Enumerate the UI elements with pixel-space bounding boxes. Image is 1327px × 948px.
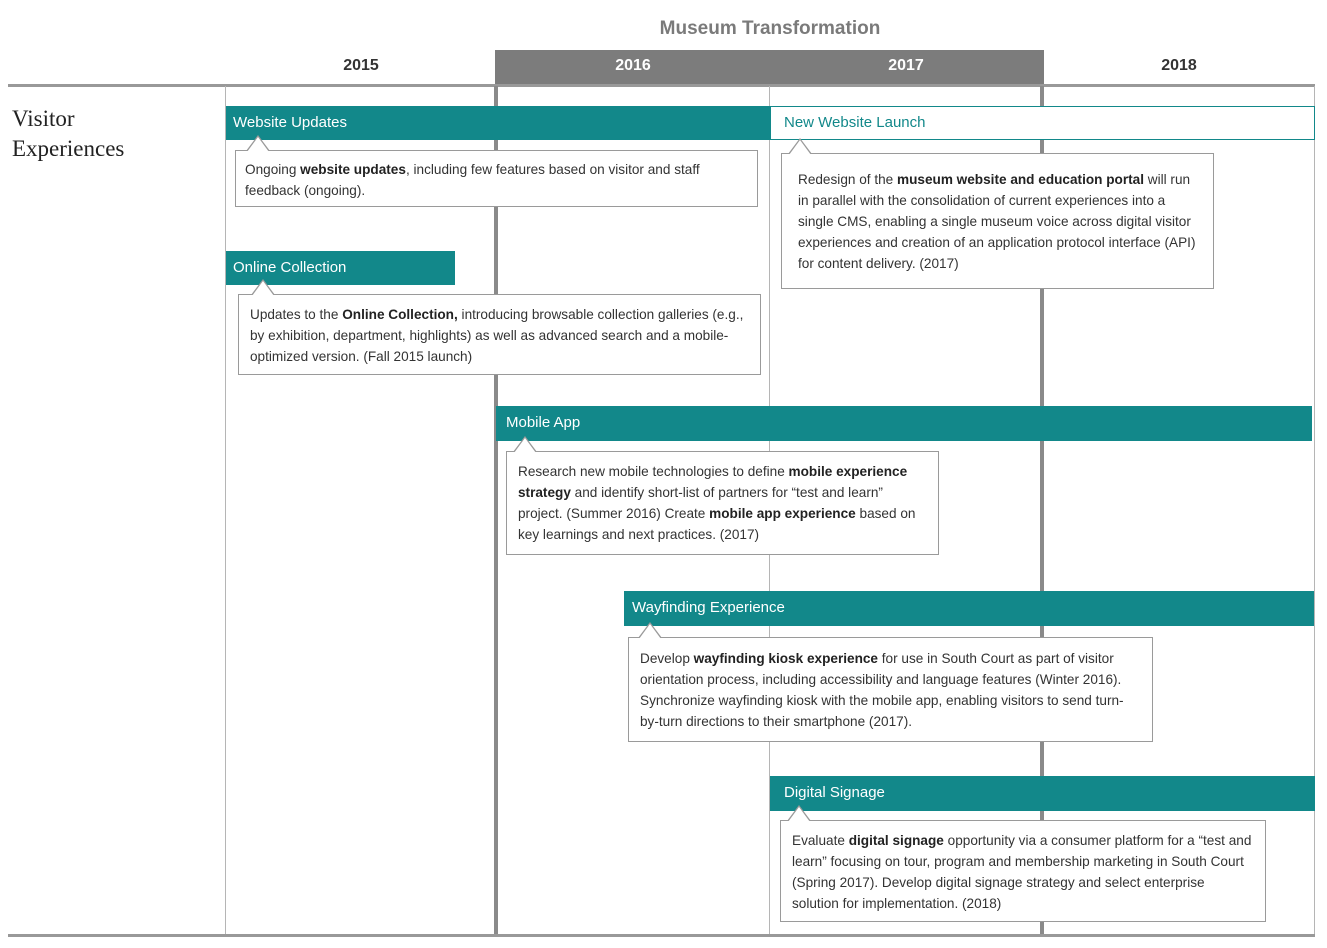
bar-new-website-launch: New Website Launch — [770, 106, 1315, 140]
year-2016: 2016 — [615, 57, 651, 74]
row-label — [12, 104, 124, 164]
gridline-2016-start — [494, 86, 498, 934]
emphasis: museum website and education portal — [897, 172, 1144, 187]
text: Updates to the — [250, 307, 343, 322]
note-digital-signage — [780, 820, 1266, 922]
year-2018: 2018 — [1161, 57, 1197, 74]
bar-mobile-app: Mobile App — [496, 406, 1312, 441]
emphasis: Online Collection, — [342, 307, 458, 322]
text: Develop — [640, 651, 694, 666]
text: will run in parallel with the consolidation of current experiences into a single CMS, enabling a single museum voice across digital visitor experiences and creation of an application protocol interface (API) for content delivery. (2017) — [798, 172, 1196, 271]
row-label-line2: Experiences — [12, 136, 125, 161]
note-online-collection — [238, 294, 761, 375]
text: Redesign of the — [798, 172, 897, 187]
callout-pointer — [788, 807, 810, 822]
text: and identify short-list of partners for “test and learn” project. (Summer 2016) Create — [518, 485, 883, 521]
note-wayfinding-experience — [628, 637, 1153, 742]
bottom-divider — [8, 934, 1315, 937]
bar-online-collection: Online Collection — [226, 251, 455, 285]
row-label-line1: Visitor — [12, 106, 75, 131]
bar-wayfinding-experience: Wayfinding Experience — [624, 591, 1314, 626]
callout-pointer — [789, 140, 811, 155]
callout-pointer — [252, 281, 274, 296]
text: , including few features based on visitor and staff feedback (ongoing). — [245, 162, 700, 198]
text: for use in South Court as part of visitor orientation process, including accessibility and language features (Winter 2016). Synchronize wayfinding kiosk with the mobile app, enabling visitors to send turn-by-turn directions to their smartphone (2017). — [640, 651, 1124, 729]
note-website-updates — [235, 150, 758, 207]
chart-title: Museum Transformation — [659, 18, 881, 39]
text: opportunity via a consumer platform for a “test and learn” focusing on tour, program and membership marketing in South Court (Spring 2017). Develop digital signage strategy and select enterprise solution for implementation. (2018) — [792, 833, 1252, 911]
note-mobile-app — [506, 451, 939, 555]
emphasis: mobile experience strategy — [518, 464, 908, 500]
gridline-2015-start — [225, 86, 226, 934]
emphasis: wayfinding kiosk experience — [693, 651, 878, 666]
emphasis: website updates — [300, 162, 406, 177]
callout-pointer — [639, 624, 661, 639]
text: Evaluate — [792, 833, 849, 848]
callout-pointer — [514, 438, 536, 453]
note-new-website-launch — [781, 153, 1214, 289]
year-2015: 2015 — [343, 57, 379, 74]
bar-website-updates: Website Updates — [226, 106, 770, 140]
text: introducing browsable collection galleries (e.g., by exhibition, department, highlights) as well as advanced search and a mobile-optimized version. (Fall 2015 launch) — [250, 307, 744, 364]
text: Ongoing — [245, 162, 301, 177]
text: based on key learnings and next practices. (2017) — [518, 506, 916, 542]
bar-digital-signage: Digital Signage — [770, 776, 1315, 811]
year-2017: 2017 — [888, 57, 924, 74]
header-divider — [8, 84, 1315, 87]
emphasis: digital signage — [848, 833, 944, 848]
text: Research new mobile technologies to define — [518, 464, 789, 479]
emphasis: mobile app experience — [709, 506, 856, 521]
callout-pointer — [247, 137, 269, 152]
